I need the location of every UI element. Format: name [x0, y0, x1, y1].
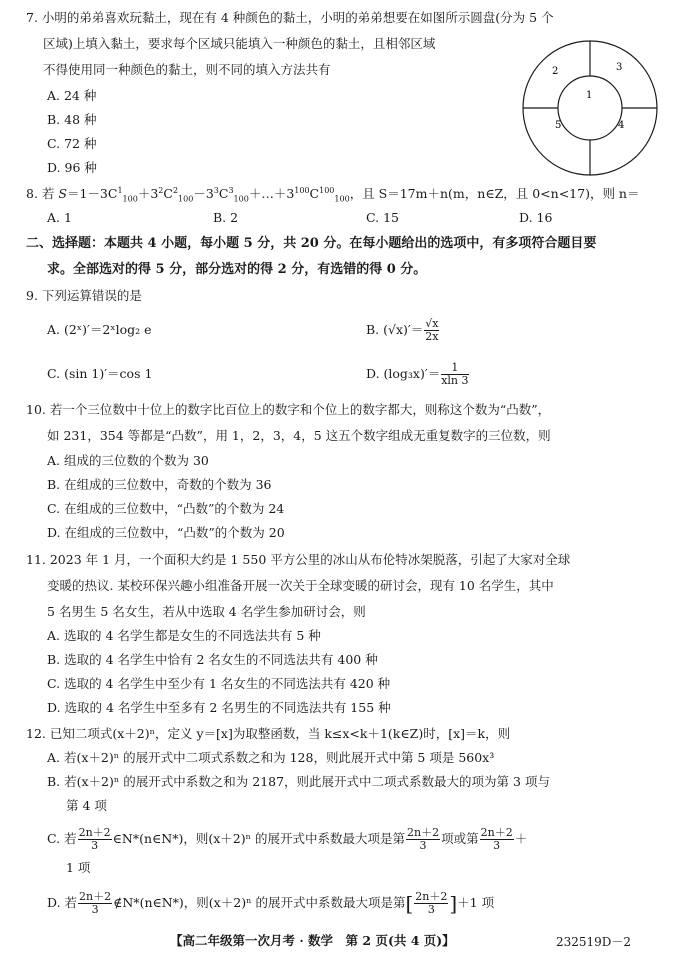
- q12-option-b-line1: B. 若(x＋2)ⁿ 的展开式中系数之和为 2187，则此展开式中二项式系数最大的项为第 3 项与: [47, 774, 550, 789]
- q9-option-a: A. (2ˣ)′＝2ˣlog₂ e: [47, 322, 152, 337]
- q11-line2: 变暖的热议. 某校环保兴趣小组准备开展一次关于全球变暖的研讨会，现有 10 名学生，其中: [47, 578, 554, 593]
- q7-option-c: C. 72 种: [47, 136, 97, 151]
- q7-line3: 不得使用同一种颜色的黏土，则不同的填入方法共有: [43, 62, 331, 77]
- q12-option-c-line1: [47, 824, 527, 854]
- q11-line1: 11. 2023 年 1 月，一个面积大约是 1 550 平方公里的冰山从布伦特冰架脱落，引起了大家对全球: [26, 552, 571, 567]
- q11-option-b: B. 选取的 4 名学生中恰有 2 名女生的不同选法共有 400 种: [47, 652, 378, 667]
- q11-line3: 5 名男生 5 名女生，若从中选取 4 名学生参加研讨会，则: [47, 604, 366, 619]
- q9-option-d-denominator: xln 3: [441, 374, 469, 387]
- fraction-numerator: 2n＋2: [79, 890, 112, 903]
- q9-option-b-fraction: [424, 318, 439, 343]
- q7-option-b: B. 48 种: [47, 112, 97, 127]
- region-label-3: 3: [616, 62, 623, 73]
- region-label-1: 1: [586, 90, 593, 101]
- q9-option-d-prefix: D. (log₃x)′＝: [366, 366, 441, 381]
- q9-option-b-denominator: 2x: [425, 330, 439, 343]
- q9-option-c: C. (sin 1)′＝cos 1: [47, 366, 153, 381]
- q8-option-d: D. 16: [519, 210, 553, 225]
- q9-stem: 9. 下列运算错误的是: [26, 288, 142, 303]
- region-label-5: 5: [555, 120, 562, 131]
- q12-option-d: [47, 888, 494, 919]
- q10-option-d: D. 在组成的三位数中，“凸数”的个数为 20: [47, 525, 285, 540]
- q12-option-c-fraction-2: [406, 827, 440, 852]
- q8-stem: [26, 186, 639, 202]
- q8-option-c: C. 15: [366, 210, 399, 225]
- q10-option-c: C. 在组成的三位数中，“凸数”的个数为 24: [47, 501, 285, 516]
- fraction-denominator: 3: [419, 839, 427, 852]
- fraction-numerator: 2n＋2: [78, 826, 111, 839]
- q12-option-d-fraction-2: [414, 891, 448, 916]
- disc-diagram: [520, 38, 660, 178]
- left-bracket: [: [405, 891, 414, 916]
- q9-option-d: [366, 360, 470, 388]
- q10-option-a: A. 组成的三位数的个数为 30: [47, 453, 209, 468]
- q12-option-a: A. 若(x＋2)ⁿ 的展开式中二项式系数之和为 128，则此展开式中第 5 项是 560x³: [47, 750, 495, 765]
- fraction-denominator: 3: [91, 903, 99, 916]
- inner-circle: [558, 76, 625, 140]
- q9-option-b: [366, 316, 440, 344]
- q12-option-c-line2: 1 项: [66, 860, 91, 875]
- q7-line2: 区域)上填入黏土，要求每个区域只能填入一种颜色的黏土，且相邻区域: [43, 36, 436, 51]
- q9-option-b-numerator: √x: [425, 317, 439, 330]
- fraction-numerator: 2n＋2: [407, 826, 440, 839]
- q8-rest: ，且 S＝17m＋n(m，n∈Z，且 0<n<17)，则 n＝: [349, 186, 640, 201]
- q12-option-c-d: ＋: [514, 831, 528, 846]
- q11-option-d: D. 选取的 4 名学生中至多有 2 名男生的不同选法共有 155 种: [47, 700, 391, 715]
- fraction-numerator: 2n＋2: [415, 890, 448, 903]
- q7-option-a: A. 24 种: [47, 88, 97, 103]
- q9-option-d-numerator: 1: [441, 362, 468, 375]
- q12-option-d-c: ＋1 项: [457, 895, 495, 910]
- q12-option-b-line2: 第 4 项: [66, 798, 107, 813]
- right-bracket: ]: [449, 891, 458, 916]
- q9-option-d-fraction: [441, 362, 468, 387]
- q12-option-c-b: ∈N*(n∈N*)，则(x＋2)ⁿ 的展开式中系数最大项是第: [112, 831, 405, 846]
- fraction-numerator: 2n＋2: [480, 826, 513, 839]
- q9-option-b-prefix: B. (√x)′＝: [366, 322, 424, 337]
- region-label-4: 4: [618, 120, 625, 131]
- q8-sum-expression: $S=1-3C^1_{100}+3^2C^2_{100}-3^3C^3_{100}+\dots+3^{100}C^{100}_{100}$: [58, 185, 350, 204]
- q10-line2: 如 231，354 等都是“凸数”，用 1，2，3，4，5 这五个数字组成无重复数字的三位数，则: [47, 428, 551, 443]
- footer-code: 232519D－2: [556, 935, 632, 949]
- q8-option-a: A. 1: [47, 210, 72, 225]
- q8-option-b: B. 2: [213, 210, 239, 225]
- fraction-denominator: 3: [91, 839, 99, 852]
- q12-option-d-a: D. 若: [47, 895, 78, 910]
- q12-option-d-b: ∉N*(n∈N*)，则(x＋2)ⁿ 的展开式中系数最大项是第: [113, 895, 406, 910]
- q12-option-c-a: C. 若: [47, 831, 77, 846]
- q7-line1: 7. 小明的弟弟喜欢玩黏土，现在有 4 种颜色的黏土，小明的弟弟想要在如图所示圆盘(分为 5 个: [26, 10, 554, 25]
- fraction-denominator: 3: [427, 903, 435, 916]
- q12-option-d-fraction-1: [78, 891, 112, 916]
- q10-line1: 10. 若一个三位数中十位上的数字比百位上的数字和个位上的数字都大，则称这个数为“凸数”，: [26, 402, 551, 417]
- q7-option-d: D. 96 种: [47, 160, 97, 175]
- footer-title: 【高二年级第一次月考 · 数学 第 2 页(共 4 页)】: [170, 933, 455, 948]
- region-label-2: 2: [552, 66, 559, 77]
- q10-option-b: B. 在组成的三位数中，奇数的个数为 36: [47, 477, 272, 492]
- q11-option-a: A. 选取的 4 名学生都是女生的不同选法共有 5 种: [47, 628, 321, 643]
- section2-heading-line2: 求。全部选对的得 5 分，部分选对的得 2 分，有选错的得 0 分。: [47, 262, 427, 277]
- fraction-denominator: 3: [493, 839, 501, 852]
- q11-option-c: C. 选取的 4 名学生中至少有 1 名女生的不同选法共有 420 种: [47, 676, 391, 691]
- q8-prefix: 8. 若: [26, 186, 59, 201]
- q12-option-c-fraction-1: [78, 827, 112, 852]
- q12-stem: 12. 已知二项式(x＋2)ⁿ，定义 y＝[x]为取整函数，当 k≤x<k＋1(k∈Z)时，[x]＝k，则: [26, 726, 511, 741]
- section2-heading-line1: 二、选择题：本题共 4 小题，每小题 5 分，共 20 分。在每小题给出的选项中，有多项符合题目要: [26, 236, 597, 251]
- q12-option-c-fraction-3: [480, 827, 514, 852]
- q12-option-c-c: 项或第: [441, 831, 479, 846]
